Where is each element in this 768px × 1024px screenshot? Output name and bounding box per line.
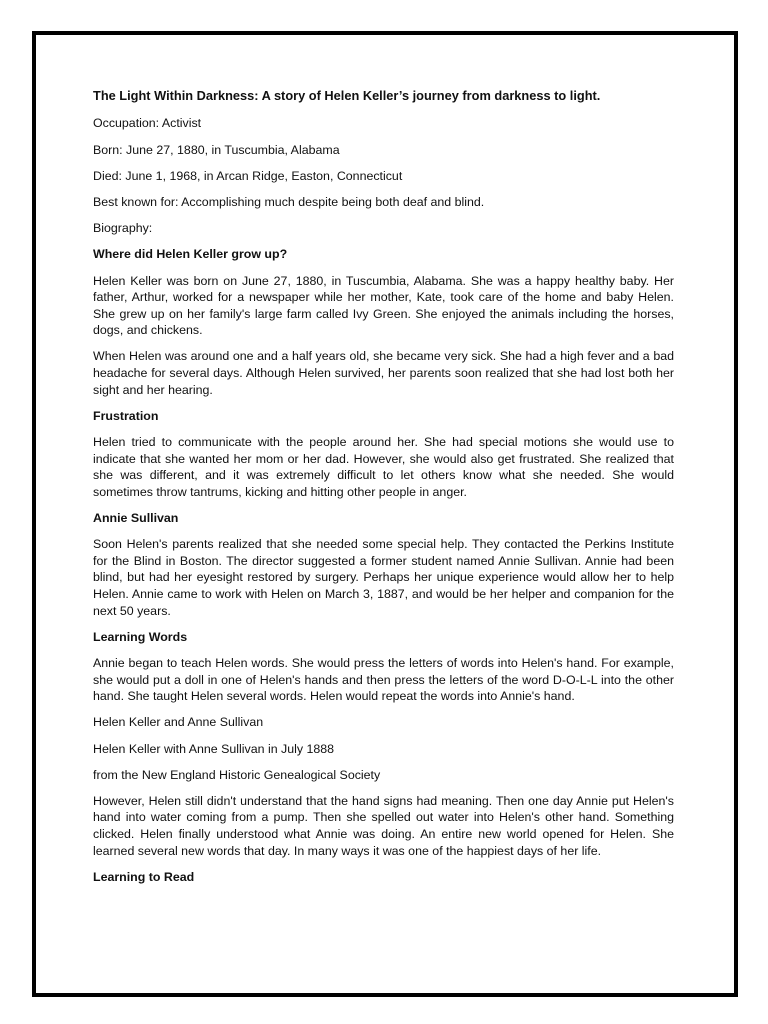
paragraph-frustration: Helen tried to communicate with the people around her. She had special motions she would use to indicate that she wanted her mom or her dad. However, she would also get frustrated. She realized that she was different, and it was extremely difficult to let others know what she needed. She would sometimes throw tantrums, kicking and hitting other people in anger.	[93, 435, 674, 499]
document-body	[93, 88, 674, 895]
paragraph-learning-words-1: Annie began to teach Helen words. She would press the letters of words into Helen's hand. For example, she would put a doll in one of Helen's hands and then press the letters of the word D-O-L-L into the other hand. She taught Helen several words. Helen would repeat the words into Annie's hand.	[93, 655, 674, 704]
known-for-line: Best known for: Accomplishing much despite being both deaf and blind.	[93, 194, 485, 209]
image-caption-credit: from the New England Historic Genealogical Society	[93, 767, 381, 782]
section-heading-annie-sullivan: Annie Sullivan	[93, 511, 179, 526]
born-line: Born: June 27, 1880, in Tuscumbia, Alabama	[93, 142, 340, 157]
section-heading-learning-words: Learning Words	[93, 629, 188, 644]
occupation-line: Occupation: Activist	[93, 116, 202, 131]
paragraph-learning-words-2: However, Helen still didn't understand that the hand signs had meaning. Then one day Annie put Helen's hand into water coming from a pump. Then she spelled out water into Helen's other hand. Something clicked. Helen finally understood what Annie was doing. An entire new world opened for Helen. She learned several new words that day. In many ways it was one of the happiest days of her life.	[93, 793, 674, 858]
paragraph-annie-sullivan: Soon Helen's parents realized that she needed some special help. They contacted the Perkins Institute for the Blind in Boston. The director suggested a former student named Annie Sullivan. Annie had been blind, but had her eyesight restored by surgery. Perhaps her unique experience would allow her to help Helen. Annie came to work with Helen on March 3, 1887, and would be her helper and companion for the next 50 years.	[93, 537, 674, 618]
section-heading-frustration: Frustration	[93, 408, 159, 423]
image-caption-1: Helen Keller and Anne Sullivan	[93, 715, 264, 730]
section-heading-learning-to-read: Learning to Read	[93, 869, 195, 884]
died-line: Died: June 1, 1968, in Arcan Ridge, Easton, Connecticut	[93, 168, 403, 183]
biography-label: Biography:	[93, 221, 153, 236]
document-title: The Light Within Darkness: A story of Helen Keller’s journey from darkness to light.	[93, 88, 601, 103]
section-heading-grow-up: Where did Helen Keller grow up?	[93, 247, 288, 262]
paragraph-grow-up-1: Helen Keller was born on June 27, 1880, in Tuscumbia, Alabama. She was a happy healthy baby. Her father, Arthur, worked for a newspaper while her mother, Kate, took care of the home and baby Helen. She grew up on her family's large farm called Ivy Green. She enjoyed the animals including the horses, dogs, and chickens.	[93, 273, 674, 338]
paragraph-grow-up-2: When Helen was around one and a half years old, she became very sick. She had a high fever and a bad headache for several days. Although Helen survived, her parents soon realized that she had lost both her sight and her hearing.	[93, 349, 674, 397]
image-caption-2: Helen Keller with Anne Sullivan in July 1888	[93, 741, 335, 756]
